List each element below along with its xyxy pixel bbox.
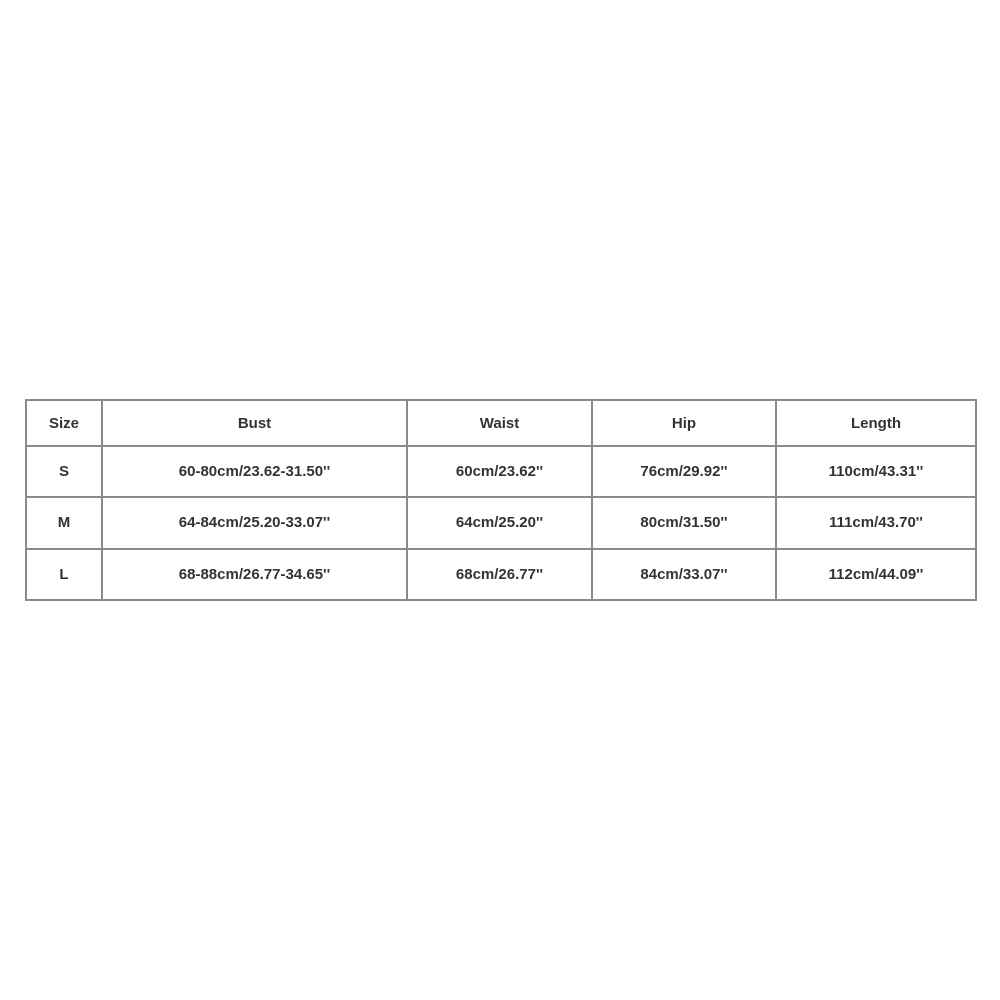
cell-bust: 64-84cm/25.20-33.07'': [102, 497, 407, 548]
table-header-row: [26, 400, 976, 446]
table-row: [26, 549, 976, 600]
table-row: [26, 446, 976, 497]
cell-bust: 68-88cm/26.77-34.65'': [102, 549, 407, 600]
cell-length: 110cm/43.31'': [776, 446, 976, 497]
header-waist: Waist: [407, 400, 592, 446]
cell-waist: 60cm/23.62'': [407, 446, 592, 497]
header-hip: Hip: [592, 400, 776, 446]
cell-waist: 68cm/26.77'': [407, 549, 592, 600]
cell-size: S: [26, 446, 102, 497]
header-size: Size: [26, 400, 102, 446]
cell-length: 111cm/43.70'': [776, 497, 976, 548]
header-length: Length: [776, 400, 976, 446]
table-row: [26, 497, 976, 548]
cell-waist: 64cm/25.20'': [407, 497, 592, 548]
cell-length: 112cm/44.09'': [776, 549, 976, 600]
cell-hip: 76cm/29.92'': [592, 446, 776, 497]
cell-size: M: [26, 497, 102, 548]
header-bust: Bust: [102, 400, 407, 446]
cell-hip: 80cm/31.50'': [592, 497, 776, 548]
cell-bust: 60-80cm/23.62-31.50'': [102, 446, 407, 497]
size-chart-table: [25, 399, 977, 601]
cell-size: L: [26, 549, 102, 600]
cell-hip: 84cm/33.07'': [592, 549, 776, 600]
